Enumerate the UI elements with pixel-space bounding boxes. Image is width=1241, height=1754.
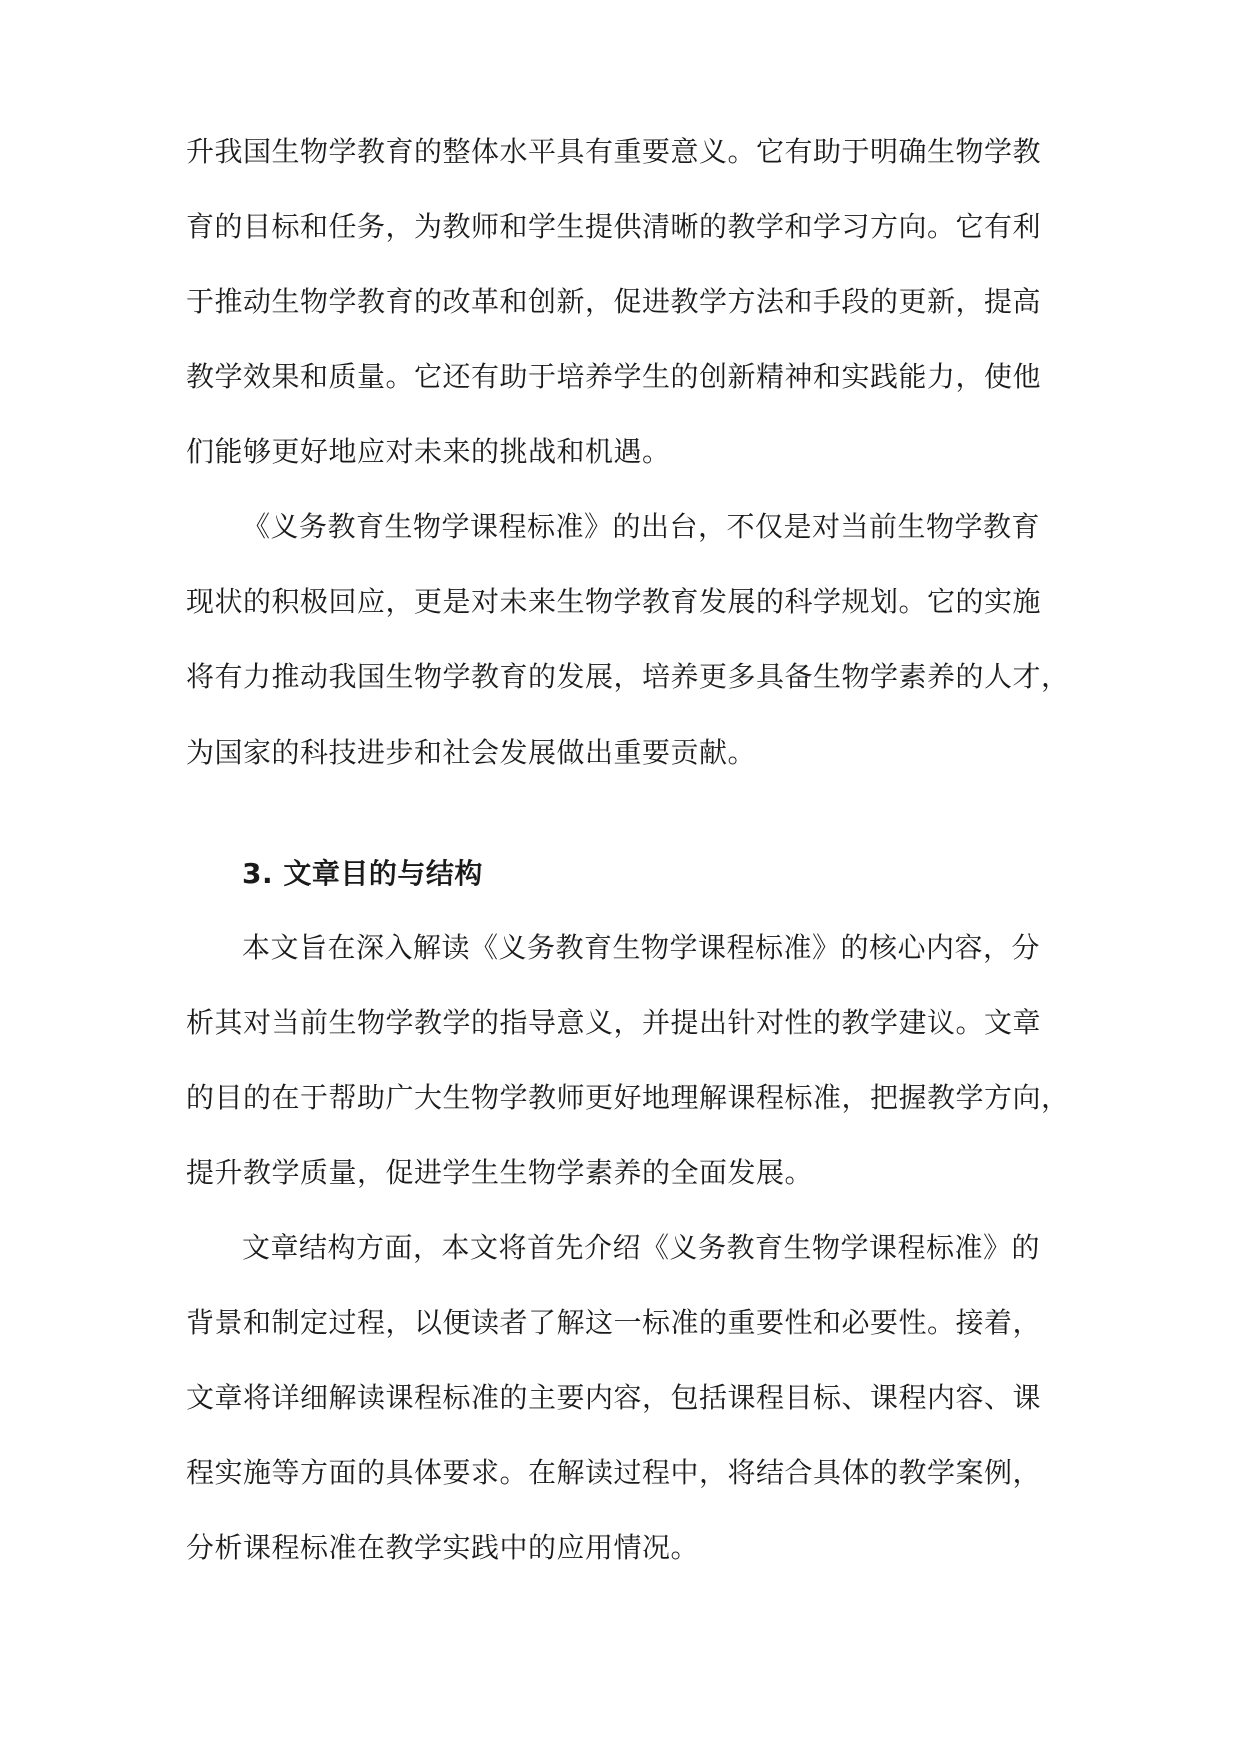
paragraph-3-line-2: 析其对当前生物学教学的指导意义，并提出针对性的教学建议。文章 [186,1006,1042,1039]
paragraph-1-line-3: 于推动生物学教育的改革和创新，促进教学方法和手段的更新，提高 [186,285,1042,318]
paragraph-4-line-1: 文章结构方面，本文将首先介绍《义务教育生物学课程标准》的 [242,1231,1041,1264]
paragraph-3-line-3: 的目的在于帮助广大生物学教师更好地理解课程标准，把握教学方向， [186,1081,1070,1114]
paragraph-2-line-1: 《义务教育生物学课程标准》的出台，不仅是对当前生物学教育 [242,510,1041,543]
paragraph-2-line-4: 为国家的科技进步和社会发展做出重要贡献。 [186,736,757,769]
paragraph-4-line-2: 背景和制定过程，以便读者了解这一标准的重要性和必要性。接着， [186,1306,1042,1339]
paragraph-2-line-3: 将有力推动我国生物学教育的发展，培养更多具备生物学素养的人才， [186,660,1070,693]
paragraph-3-line-4: 提升教学质量，促进学生生物学素养的全面发展。 [186,1156,814,1189]
paragraph-1-line-2: 育的目标和任务，为教师和学生提供清晰的教学和学习方向。它有利 [186,210,1042,243]
paragraph-1-line-5: 们能够更好地应对未来的挑战和机遇。 [186,435,671,468]
paragraph-4-line-4: 程实施等方面的具体要求。在解读过程中，将结合具体的教学案例， [186,1456,1042,1489]
paragraph-1-line-1: 升我国生物学教育的整体水平具有重要意义。它有助于明确生物学教 [186,135,1042,168]
paragraph-3-line-1: 本文旨在深入解读《义务教育生物学课程标准》的核心内容，分 [242,931,1041,964]
paragraph-4-line-5: 分析课程标准在教学实践中的应用情况。 [186,1531,700,1564]
paragraph-2-line-2: 现状的积极回应，更是对未来生物学教育发展的科学规划。它的实施 [186,585,1042,618]
paragraph-1-line-4: 教学效果和质量。它还有助于培养学生的创新精神和实践能力，使他 [186,360,1042,393]
section-heading: 3. 文章目的与结构 [242,857,483,890]
paragraph-4-line-3: 文章将详细解读课程标准的主要内容，包括课程目标、课程内容、课 [186,1381,1042,1414]
